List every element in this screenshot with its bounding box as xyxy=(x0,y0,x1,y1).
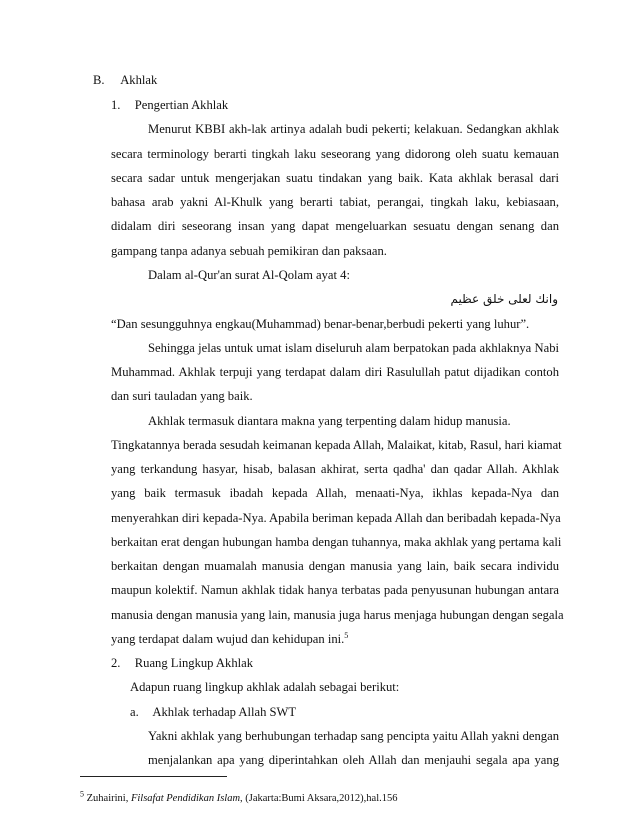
paragraph-line: berkaitan dengan muamalah manusia dengan manusia yang lain, baik secara individu xyxy=(111,559,559,573)
arabic-verse: وانك لعلى خلق عظيم xyxy=(450,292,558,306)
paragraph-line: maupun kolektif. Namun akhlak tidak hanya terbatas pada penyusunan hubungan antara xyxy=(111,583,559,597)
footnote-number: 5 xyxy=(80,789,84,799)
paragraph-line: yang baik termasuk ibadah kepada Allah, menaati-Nya, ikhlas kepada-Nya dan xyxy=(111,486,559,500)
paragraph-line xyxy=(111,631,348,647)
list-item-a xyxy=(130,704,296,720)
paragraph-line: gampang tanpa adanya sebuah pemikiran dan paksaan. xyxy=(111,244,387,258)
paragraph-line: secara sadar untuk mengerjakan suatu tindakan yang baik. Kata akhlak berasal dari xyxy=(111,171,559,185)
subsection-title: Pengertian Akhlak xyxy=(134,98,229,112)
section-letter: B. xyxy=(93,73,105,87)
paragraph-line: Menurut KBBI akh-lak artinya adalah budi pekerti; kelakuan. Sedangkan akhlak xyxy=(148,122,559,136)
paragraph-line: berkaitan erat dengan hubungan hamba dengan tuhannya, maka akhlak yang pertama kali xyxy=(111,535,562,549)
section-heading xyxy=(93,72,157,88)
subsection-heading-1 xyxy=(111,97,228,113)
subsection-number: 1. xyxy=(111,98,121,112)
verse-translation: “Dan sesungguhnya engkau(Muhammad) benar-benar,berbudi pekerti yang luhur”. xyxy=(111,317,530,331)
paragraph-line: Tingkatannya berada sesudah keimanan kepada Allah, Malaikat, kitab, Rasul, hari kiamat xyxy=(111,438,562,452)
footnote xyxy=(80,789,398,806)
paragraph-line: bahasa arab yakni Al-Khulk yang berarti tabiat, perangai, tingkah laku, kebiasaan, xyxy=(111,195,559,209)
paragraph-line: dan suri tauladan yang baik. xyxy=(111,389,253,403)
footnote-separator xyxy=(80,776,227,777)
subsection-number: 2. xyxy=(111,656,121,670)
footnote-publication: , (Jakarta:Bumi Aksara,2012),hal.156 xyxy=(240,793,398,804)
paragraph-line: Adapun ruang lingkup akhlak adalah sebagai berikut: xyxy=(130,680,400,694)
paragraph-text: yang terdapat dalam wujud dan kehidupan ini. xyxy=(111,632,345,646)
paragraph-line: manusia dengan manusia yang lain, manusia juga harus menjaga hubungan dengan segala xyxy=(111,608,564,622)
list-item-title: Akhlak terhadap Allah SWT xyxy=(152,705,297,719)
paragraph-line: Sehingga jelas untuk umat islam diseluruh alam berpatokan pada akhlaknya Nabi xyxy=(148,341,559,355)
paragraph-line: menjalankan apa yang diperintahkan oleh Allah dan menjauhi segala apa yang xyxy=(148,753,559,767)
paragraph-line: Akhlak termasuk diantara makna yang terpenting dalam hidup manusia. xyxy=(148,414,511,428)
paragraph-line: Muhammad. Akhlak terpuji yang terdapat dalam diri Rasulullah patut dijadikan contoh xyxy=(111,365,559,379)
paragraph-line: yang terkandung hasyar, hisab, balasan akhirat, serta qadha' dan qadar Allah. Akhlak xyxy=(111,462,559,476)
quran-reference: Dalam al-Qur'an surat Al-Qolam ayat 4: xyxy=(148,268,350,282)
paragraph-line: Yakni akhlak yang berhubungan terhadap sang pencipta yaitu Allah yakni dengan xyxy=(148,729,559,743)
footnote-author: Zuhairini, xyxy=(86,793,129,804)
footnote-reference[interactable]: 5 xyxy=(344,630,349,640)
subsection-heading-2 xyxy=(111,655,253,671)
list-item-letter: a. xyxy=(130,705,139,719)
section-title: Akhlak xyxy=(120,73,158,87)
subsection-title: Ruang Lingkup Akhlak xyxy=(134,656,253,670)
paragraph-line: menyerahkan diri kepada-Nya. Apabila beriman kepada Allah dan beribadah kepada-Nya xyxy=(111,511,561,525)
paragraph-line: secara terminology berarti tingkah laku seseorang yang didorong oleh suatu kemauan xyxy=(111,147,559,161)
footnote-book-title: Filsafat Pendidikan Islam xyxy=(130,793,241,804)
paragraph-line: didalam diri seseorang insan yang dapat mengeluarkan sesuatu dengan senang dan xyxy=(111,219,559,233)
